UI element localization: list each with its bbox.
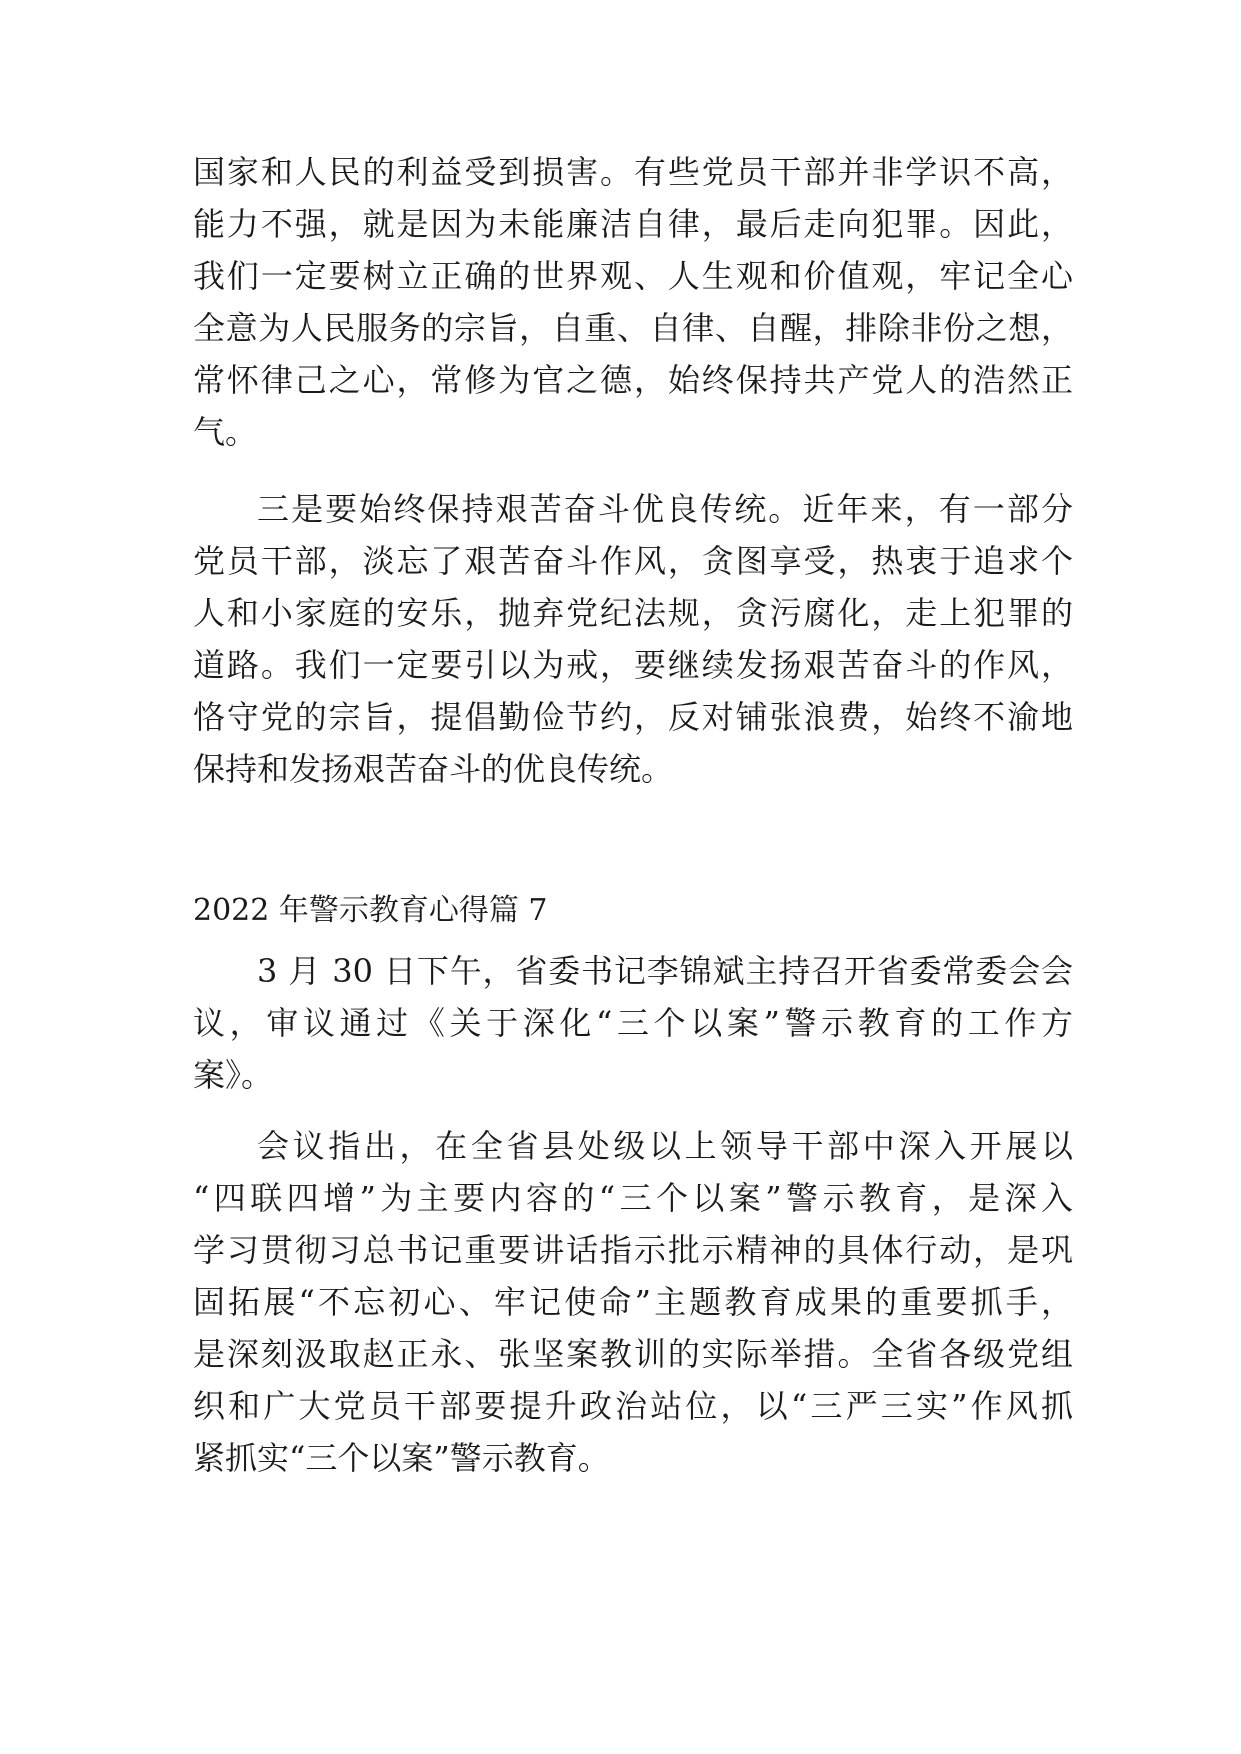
paragraph-line: 全意为人民服务的宗旨，自重、自律、自醒，排除非份之想， — [193, 309, 1073, 347]
paragraph-line: 学习贯彻习总书记重要讲话指示批示精神的具体行动，是巩 — [193, 1231, 1073, 1269]
paragraph-line: 织和广大党员干部要提升政治站位，以“三严三实”作风抓 — [193, 1387, 1073, 1425]
paragraph-line: 3 月 30 日下午，省委书记李锦斌主持召开省委常委会会 — [257, 952, 1073, 990]
paragraph-line: 党员干部，淡忘了艰苦奋斗作风，贪图享受，热衷于追求个 — [193, 542, 1073, 580]
paragraph-line: 能力不强，就是因为未能廉洁自律，最后走向犯罪。因此， — [193, 205, 1073, 243]
paragraph-line: 常怀律己之心，常修为官之德，始终保持共产党人的浩然正 — [193, 361, 1073, 399]
paragraph-line: 三是要始终保持艰苦奋斗优良传统。近年来，有一部分 — [257, 490, 1073, 528]
paragraph-line: 国家和人民的利益受到损害。有些党员干部并非学识不高， — [193, 153, 1073, 191]
paragraph-line: 固拓展“不忘初心、牢记使命”主题教育成果的重要抓手， — [193, 1283, 1073, 1321]
paragraph-line: 案》。 — [193, 1056, 274, 1094]
paragraph-line: 人和小家庭的安乐，抛弃党纪法规，贪污腐化，走上犯罪的 — [193, 594, 1073, 632]
paragraph-line: 会议指出，在全省县处级以上领导干部中深入开展以 — [257, 1127, 1073, 1165]
paragraph-line: 议，审议通过《关于深化“三个以案”警示教育的工作方 — [193, 1004, 1073, 1042]
paragraph-line: 气。 — [193, 413, 258, 451]
paragraph-line: 恪守党的宗旨，提倡勤俭节约，反对铺张浪费，始终不渝地 — [193, 698, 1073, 736]
paragraph-line: “四联四增”为主要内容的“三个以案”警示教育，是深入 — [193, 1179, 1073, 1217]
paragraph-line: 我们一定要树立正确的世界观、人生观和价值观，牢记全心 — [193, 257, 1073, 295]
paragraph-line: 道路。我们一定要引以为戒，要继续发扬艰苦奋斗的作风， — [193, 646, 1073, 684]
section-title: 2022 年警示教育心得篇 7 — [193, 893, 548, 928]
paragraph-line: 紧抓实“三个以案”警示教育。 — [193, 1439, 610, 1477]
paragraph-line: 保持和发扬艰苦奋斗的优良传统。 — [193, 750, 674, 788]
paragraph-line: 是深刻汲取赵正永、张坚案教训的实际举措。全省各级党组 — [193, 1335, 1073, 1373]
